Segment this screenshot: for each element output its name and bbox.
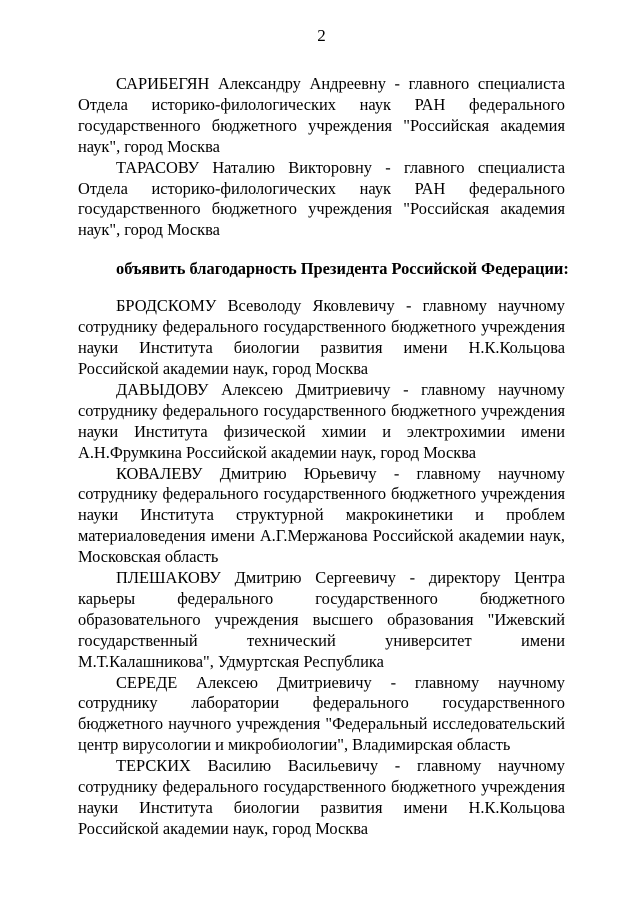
gratitude-entry-pleshakov: ПЛЕШАКОВУ Дмитрию Сергеевичу - директору Центра карьеры федерального государственного бюджетного образовательного учреждения высшего образования "Ижевский государственный технический университет имени М.Т.Калашникова", Удмуртская Республика <box>78 568 565 671</box>
gratitude-entry-brodsky: БРОДСКОМУ Всеволоду Яковлевичу - главному научному сотруднику федерального государственного бюджетного учреждения науки Института биологии развития имени Н.К.Кольцова Российской академии наук, город Москва <box>78 296 565 378</box>
page-number: 2 <box>317 26 326 45</box>
award-entry-saribegyan: САРИБЕГЯН Александру Андреевну - главного специалиста Отдела историко-филологических наук РАН федерального государственного бюджетного учреждения "Российская академия наук", город Москва <box>78 74 565 156</box>
gratitude-entry-kovalev: КОВАЛЕВУ Дмитрию Юрьевичу - главному научному сотруднику федерального государственного бюджетного учреждения науки Института структурной макрокинетики и проблем материаловедения имени А.Г.Мержанова Российской академии наук, Московская область <box>78 463 565 567</box>
award-entry-tarasova: ТАРАСОВУ Наталию Викторовну - главного специалиста Отдела историко-филологических наук РАН федерального государственного бюджетного учреждения "Российская академия наук", город Москва <box>78 157 565 240</box>
section-heading: объявить благодарность Президента Российской Федерации: <box>116 259 569 279</box>
document-page <box>78 24 569 840</box>
gratitude-entry-davydov: ДАВЫДОВУ Алексею Дмитриевичу - главному научному сотруднику федерального государственного бюджетного учреждения науки Института физической химии и электрохимии имени А.Н.Фрумкина Российской академии наук, город Москва <box>78 379 565 462</box>
gratitude-entry-sereda: СЕРЕДЕ Алексею Дмитриевичу - главному научному сотруднику лаборатории федерального государственного бюджетного научного учреждения "Федеральный исследовательский центр вирусологии и микробиологии", Владимирская область <box>78 672 565 755</box>
gratitude-entry-terskikh: ТЕРСКИХ Василию Васильевичу - главному научному сотруднику федерального государственного бюджетного учреждения науки Института биологии развития имени Н.К.Кольцова Российской академии наук, город Москва <box>78 756 565 838</box>
